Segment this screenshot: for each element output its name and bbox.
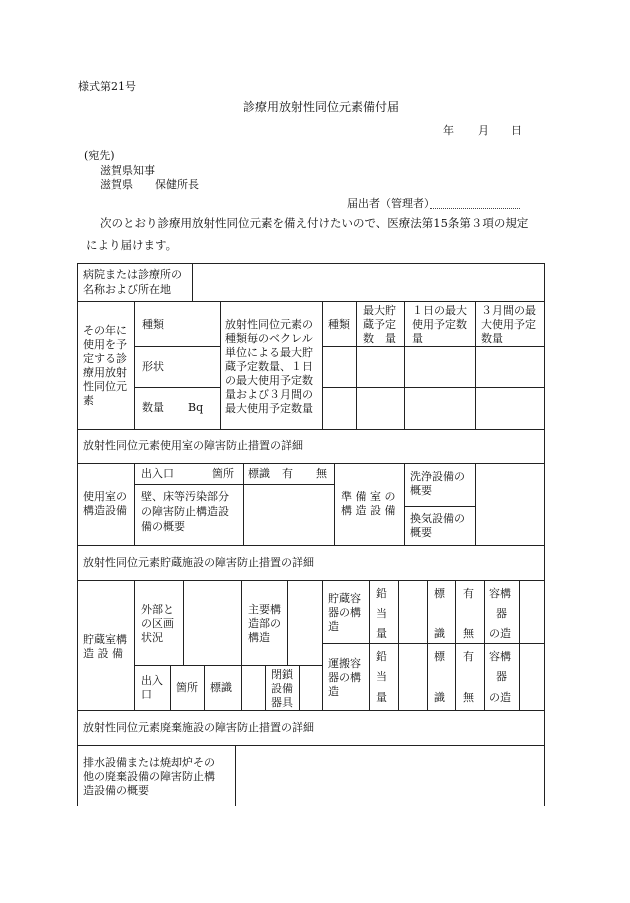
- type-label: 種類: [142, 318, 164, 331]
- absence-v-1: 無: [463, 627, 474, 640]
- places-label-b: 箇所: [176, 681, 198, 694]
- sign-v-2: 識: [434, 627, 445, 640]
- annual-use-label-3: 定する診: [83, 352, 127, 365]
- recipient-governor: 滋賀県知事: [100, 164, 155, 177]
- container-structure-3: の造: [489, 627, 511, 640]
- container-structure-2: 器: [496, 607, 507, 620]
- presence-v-b-1: 有: [463, 650, 474, 663]
- main-structure-1: 主要構: [248, 603, 281, 616]
- col-max-storage-3: 数 量: [363, 332, 396, 345]
- presence-label: 有: [282, 467, 293, 480]
- outer-division-3: 状況: [141, 631, 163, 644]
- drainage-1: 排水設備または焼却炉その: [83, 756, 215, 769]
- submitter-signature-line: [430, 208, 520, 209]
- lead-equiv-2: 当: [376, 607, 387, 620]
- presence-v-1: 有: [463, 587, 474, 600]
- lock-equipment-1: 閉鎖: [271, 668, 293, 681]
- intro-line-1: 次のとおり診療用放射性同位元素を備え付けたいので、医療法第15条第３項の規定: [100, 216, 529, 230]
- absence-v-b-1: 無: [463, 691, 474, 704]
- outer-division-2: の区画: [141, 617, 174, 630]
- section-use-room-heading: 放射性同位元素使用室の障害防止措置の詳細: [83, 439, 303, 452]
- container-structure-b-3: の造: [489, 691, 511, 704]
- bq-desc-6: 量および３月間の: [225, 388, 313, 401]
- bq-desc-4: 蔵予定数量、１日: [225, 360, 313, 373]
- lock-equipment-2: 設備: [271, 682, 293, 695]
- transport-container-3: 造: [328, 685, 339, 698]
- prep-room-2: 構 造 設 備: [341, 504, 396, 517]
- use-room-structure-2: 構造設備: [83, 504, 127, 517]
- col-daily-max-3: 量: [412, 332, 423, 345]
- bq-desc-5: の最大使用予定数: [225, 374, 313, 387]
- date-day: 日: [511, 124, 522, 137]
- col-daily-max-1: １日の最大: [412, 304, 467, 317]
- annual-use-label-1: その年に: [83, 324, 127, 337]
- recipient-health-center: 保健所長: [155, 178, 199, 191]
- ventilation-1: 換気設備の: [410, 512, 465, 525]
- wall-floor-1: 壁、床等汚染部分: [141, 490, 229, 503]
- hospital-name-label-1: 病院または診療所の: [83, 268, 182, 281]
- storage-container-1: 貯蔵容: [328, 592, 361, 605]
- storage-room-2: 造 設 備: [83, 647, 123, 660]
- lead-equiv-3: 量: [376, 627, 387, 640]
- bq-unit: Bq: [188, 401, 204, 414]
- places-label: 箇所: [212, 467, 234, 480]
- section-storage-heading: 放射性同位元素貯蔵施設の障害防止措置の詳細: [83, 556, 314, 569]
- wall-floor-2: の障害防止構造設: [141, 505, 229, 518]
- bq-desc-3: 単位による最大貯: [225, 346, 313, 359]
- wall-floor-3: 備の概要: [141, 520, 185, 533]
- exit-v-1: 出入: [141, 674, 163, 687]
- prep-room-1: 準 備 室 の: [341, 490, 396, 503]
- recipient-label: (宛先): [84, 149, 115, 162]
- form-number: 様式第21号: [78, 80, 136, 93]
- drainage-3: 造設備の概要: [83, 784, 149, 797]
- annual-use-label-2: 使用を予: [83, 338, 127, 351]
- storage-room-1: 貯蔵室構: [83, 633, 127, 646]
- date-year: 年: [443, 124, 454, 137]
- use-room-structure-1: 使用室の: [83, 490, 127, 503]
- bq-desc-2: 種類毎のベクレル: [225, 332, 313, 345]
- storage-container-2: 器の構: [328, 606, 361, 619]
- date-month: 月: [478, 124, 489, 137]
- col-daily-max-2: 使用予定数: [412, 318, 467, 331]
- lead-equiv-b-3: 量: [376, 691, 387, 704]
- sign-v-b-2: 識: [434, 691, 445, 704]
- intro-line-2: により届けます。: [86, 238, 178, 252]
- annual-use-label-6: 素: [83, 394, 94, 407]
- form-title: 診療用放射性同位元素備付届: [243, 100, 400, 114]
- sign-label: 標識: [248, 467, 270, 480]
- col-3month-max-1: ３月間の最: [481, 304, 536, 317]
- outer-division-1: 外部と: [141, 603, 174, 616]
- recipient-prefecture: 滋賀県: [100, 178, 133, 191]
- sign-label-b: 標識: [210, 681, 232, 694]
- quantity-label: 数量: [142, 401, 164, 414]
- bq-desc-1: 放射性同位元素の: [225, 318, 313, 331]
- container-structure-1: 容構: [489, 587, 511, 600]
- drainage-2: 他の廃棄設備の障害防止構: [83, 770, 215, 783]
- submitter-label: 届出者（管理者）: [347, 197, 435, 210]
- col-type-header: 種類: [328, 318, 350, 331]
- entrance-label: 出入口: [141, 467, 174, 480]
- main-structure-3: 構造: [248, 631, 270, 644]
- annual-use-label-4: 療用放射: [83, 366, 127, 379]
- container-structure-b-2: 器: [496, 670, 507, 683]
- sign-v-b-1: 標: [434, 650, 445, 663]
- container-structure-b-1: 容構: [489, 650, 511, 663]
- bq-desc-7: 最大使用予定数量: [225, 402, 313, 415]
- wash-equipment-2: 概要: [410, 484, 432, 497]
- transport-container-2: 器の構: [328, 671, 361, 684]
- shape-label: 形状: [142, 360, 164, 373]
- section-disposal-heading: 放射性同位元素廃棄施設の障害防止措置の詳細: [83, 721, 314, 734]
- ventilation-2: 概要: [410, 526, 432, 539]
- storage-container-3: 造: [328, 620, 339, 633]
- absence-label: 無: [316, 467, 327, 480]
- hospital-name-label-2: 名称および所在地: [83, 283, 171, 296]
- lock-equipment-3: 器具: [271, 696, 293, 709]
- lead-equiv-b-2: 当: [376, 670, 387, 683]
- transport-container-1: 運搬容: [328, 657, 361, 670]
- lead-equiv-1: 鉛: [376, 587, 387, 600]
- annual-use-label-5: 性同位元: [83, 380, 127, 393]
- main-structure-2: 造部の: [248, 617, 281, 630]
- col-max-storage-2: 蔵予定: [363, 318, 396, 331]
- col-3month-max-2: 大使用予定: [481, 318, 536, 331]
- sign-v-1: 標: [434, 587, 445, 600]
- lead-equiv-b-1: 鉛: [376, 650, 387, 663]
- col-max-storage-1: 最大貯: [363, 304, 396, 317]
- col-3month-max-3: 数量: [481, 332, 503, 345]
- wash-equipment-1: 洗浄設備の: [410, 470, 465, 483]
- exit-v-2: 口: [141, 688, 152, 701]
